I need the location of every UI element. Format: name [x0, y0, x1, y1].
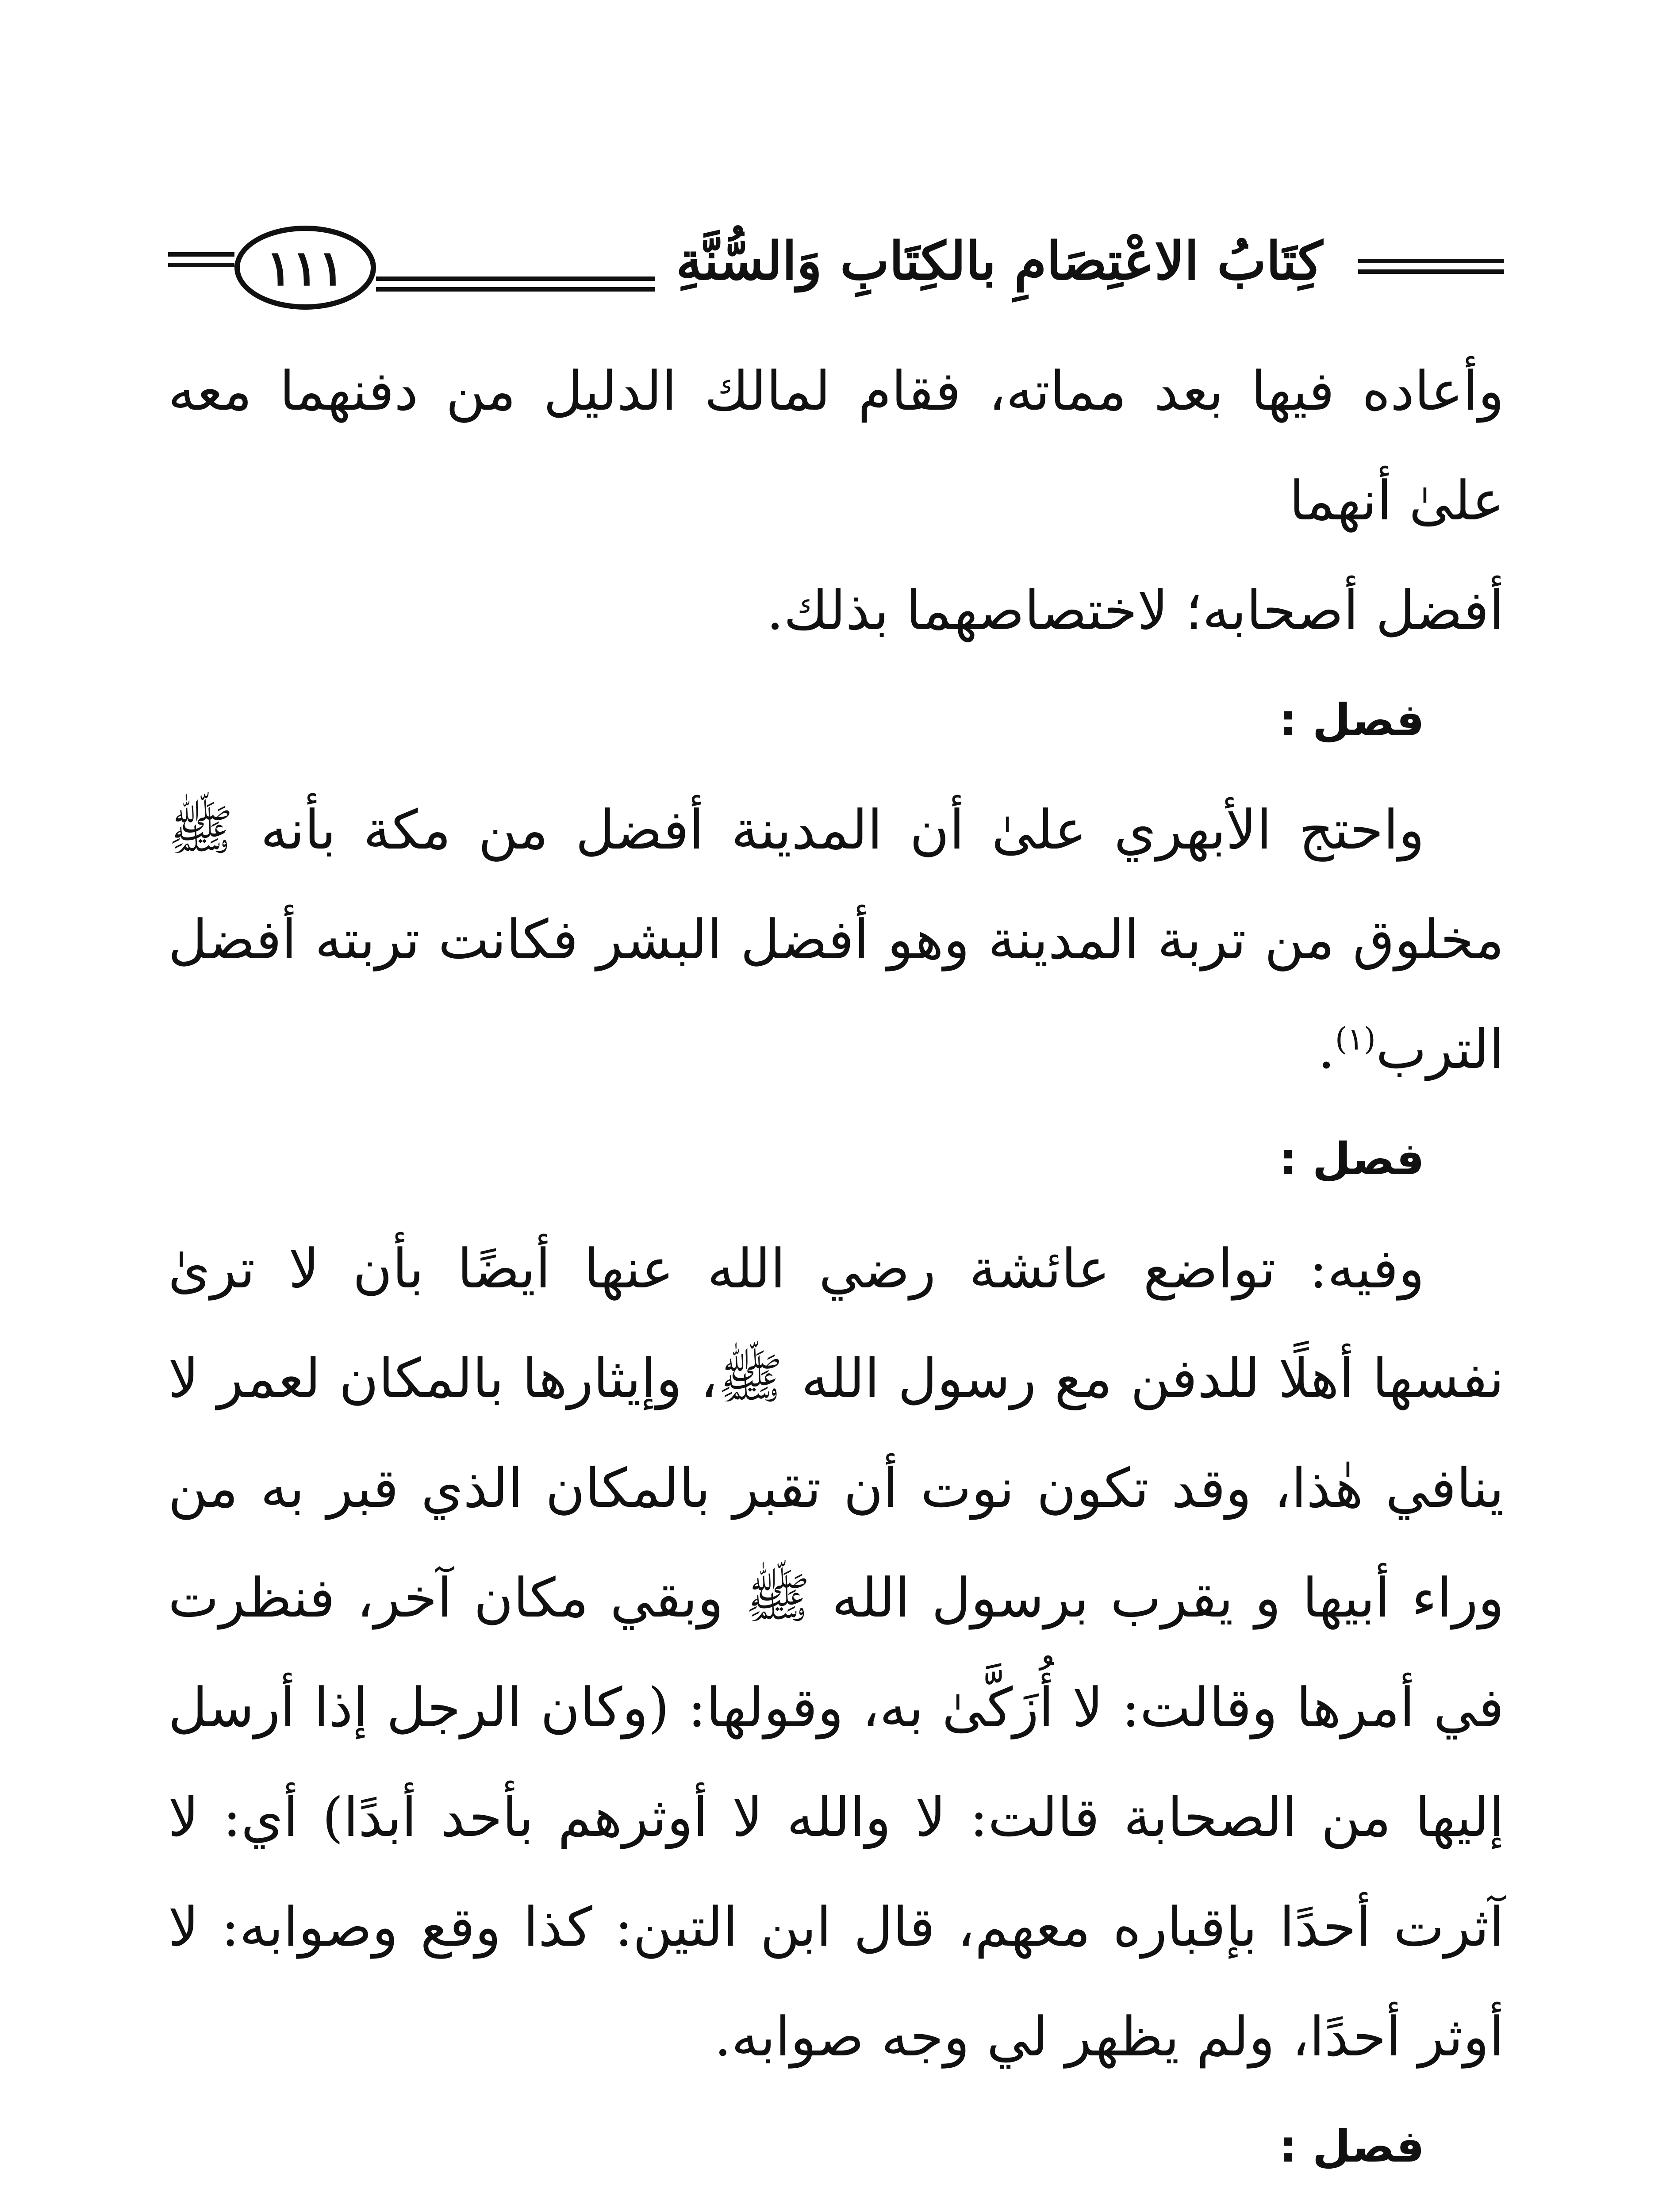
book-title: كِتَابُ الاعْتِصَامِ بالكِتَابِ وَالسُّنَّةِ [676, 230, 1323, 292]
section-heading: فصل : [1279, 694, 1424, 746]
paragraph-line: وأعاده فيها بعد مماته، فقام لمالك الدليل من دفنهما معه علىٰ أنهما [168, 360, 1504, 532]
section-heading: فصل : [1279, 2120, 1424, 2172]
running-header [168, 217, 1504, 323]
footnote-ref: (١) [1335, 1021, 1376, 1057]
main-text [168, 336, 1504, 2212]
paragraph-line: أفضل أصحابه؛ لاختصاصهما بذلك. [766, 579, 1504, 642]
paragraph-text: واحتج الأبهري علىٰ أن المدينة أفضل من مكة بأنه ﷺ مخلوق من تربة المدينة وهو أفضل البشر فكانت تربته أفضل الترب [168, 799, 1504, 1081]
paragraph-text-end: . [1317, 1018, 1335, 1081]
paragraph [168, 2201, 1504, 2212]
header-rule-middle [376, 276, 655, 292]
section-heading: فصل : [1279, 1133, 1424, 1185]
paragraph [168, 775, 1504, 1104]
paragraph: وفيه: تواضع عائشة رضي الله عنها أيضًا بأن لا ترىٰ نفسها أهلًا للدفن مع رسول الله ﷺ، وإيثارها بالمكان لعمر لا ينافي هٰذا، وقد تكون نوت أن تقبر بالمكان الذي قبر به من وراء أبيها و يقرب برسول الله ﷺ وبقي مكان آخر، فنظرت في أمرها وقالت: لا أُزَكَّىٰ به، وقولها: (وكان الرجل إذا أرسل إليها من الصحابة قالت: لا والله لا أوثرهم بأحد أبدًا) أي: لا آثرت أحدًا بإقباره معهم، قال ابن التين: كذا وقع وصوابه: لا أوثر أحدًا، ولم يظهر لي وجه صوابه. [168, 1237, 1504, 2068]
header-rule-right [1358, 259, 1504, 274]
page-number: ١١١ [234, 226, 376, 310]
header-rule-left [168, 252, 234, 267]
